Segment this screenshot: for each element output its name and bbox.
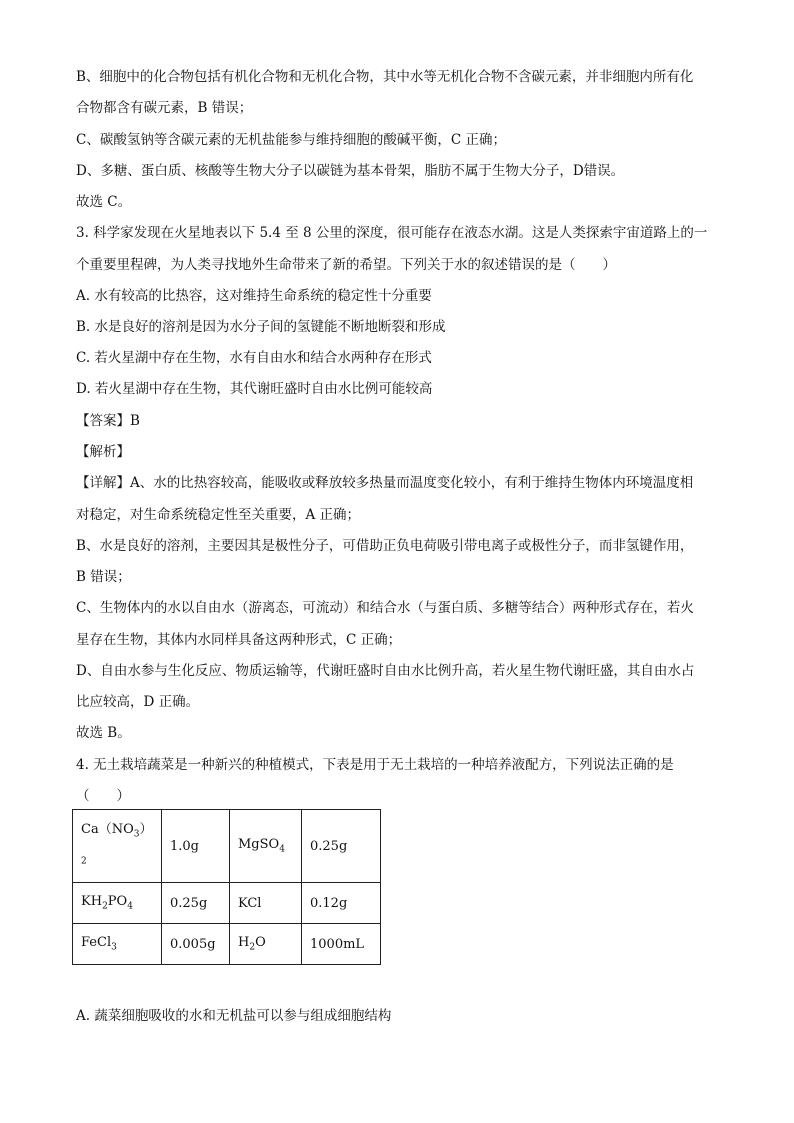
question-4-option-a: A. 蔬菜细胞吸收的水和无机盐可以参与组成细胞结构 [76,1008,392,1024]
nutrient-solution-table [72,809,381,965]
text-line: B、细胞中的化合物包括有机化合物和无机化合物，其中水等无机化合物不含碳元素，并非细胞内所有化 [76,69,694,85]
explanation-line: 比应较高，D 正确。 [76,694,200,710]
explanation-line: D、自由水参与生化反应、物质运输等，代谢旺盛时自由水比例升高，若火星生物代谢旺盛，其自由水占 [76,663,695,679]
formula-text: MgSO [238,837,280,853]
formula-subscript: 3 [111,942,117,953]
table-cell: 0.25g [162,883,230,924]
table-row [73,883,381,924]
formula-subscript: 4 [279,844,285,855]
text-line: C、碳酸氢钠等含碳元素的无机盐能参与维持细胞的酸碱平衡，C 正确； [76,132,506,148]
table-cell: 1.0g [162,810,230,883]
question-3-option-b: B. 水是良好的溶剂是因为水分子间的氢键能不断地断裂和形成 [76,319,446,335]
formula-subscript: 4 [127,901,133,912]
question-4-stem: （ ） [76,788,130,804]
explanation-line: 星存在生物，其体内水同样具备这两种形式，C 正确； [76,632,402,648]
answer-label: 【答案】B [76,413,140,429]
table-row [73,810,381,883]
explanation-line: 对稳定，对生命系统稳定性至关重要，A 正确； [76,507,361,523]
formula-text: H [238,935,250,951]
explanation-line: 故选 B。 [76,725,131,741]
explanation-line: B、水是良好的溶剂，主要因其是极性分子，可借助正负电荷吸引带电离子或极性分子，而非氢键作用， [76,538,694,554]
question-3-option-a: A. 水有较高的比热容，这对维持生命系统的稳定性十分重要 [76,288,432,304]
table-cell: 0.005g [162,924,230,965]
table-cell: 1000mL [302,924,381,965]
explanation-line: 【详解】A、水的比热容较高，能吸收或释放较多热量而温度变化较小，有利于维持生物体内环境温度相 [76,475,694,491]
question-3-stem: 3. 科学家发现在火星地表以下 5.4 至 8 公里的深度，很可能存在液态水湖。这是人类探索宇宙道路上的一 [76,225,708,241]
explanation-line: B 错误； [76,569,131,585]
table-cell: KCl [230,883,302,924]
question-3-stem: 个重要里程碑，为人类寻找地外生命带来了新的希望。下列关于水的叙述错误的是（ ） [76,257,616,273]
text-line: D、多糖、蛋白质、核酸等生物大分子以碳链为基本骨架，脂肪不属于生物大分子，D错误。 [76,163,625,179]
formula-text: KH [81,894,103,910]
formula-text: O [255,935,266,951]
question-4-stem: 4. 无土栽培蔬菜是一种新兴的种植模式，下表是用于无土栽培的一种培养液配方，下列说法正确的是 [76,757,674,773]
table-cell [73,810,162,883]
formula-text: PO [107,894,128,910]
table-row [73,924,381,965]
formula-subscript: 2 [81,856,87,867]
formula-subscript: 3 [133,830,140,840]
table-cell [230,810,302,883]
table-cell [73,883,162,924]
formula-text: ） [139,822,153,838]
table-cell: 0.12g [302,883,381,924]
table-cell [230,924,302,965]
table-cell [73,924,162,965]
formula-subscript: 2 [249,942,256,953]
text-line: 故选 C。 [76,194,132,210]
analysis-label: 【解析】 [76,444,130,460]
formula-subscript: 2 [102,901,108,912]
question-3-option-c: C. 若火星湖中存在生物，水有自由水和结合水两种存在形式 [76,350,432,366]
table-cell: 0.25g [302,810,381,883]
explanation-line: C、生物体内的水以自由水（游离态，可流动）和结合水（与蛋白质、多糖等结合）两种形式存在，若火 [76,600,694,616]
text-line: 合物都含有碳元素，B 错误； [76,100,253,116]
formula-text: FeCl [81,935,112,951]
formula-text: Ca（NO [81,822,134,838]
question-3-option-d: D. 若火星湖中存在生物，其代谢旺盛时自由水比例可能较高 [76,381,433,397]
